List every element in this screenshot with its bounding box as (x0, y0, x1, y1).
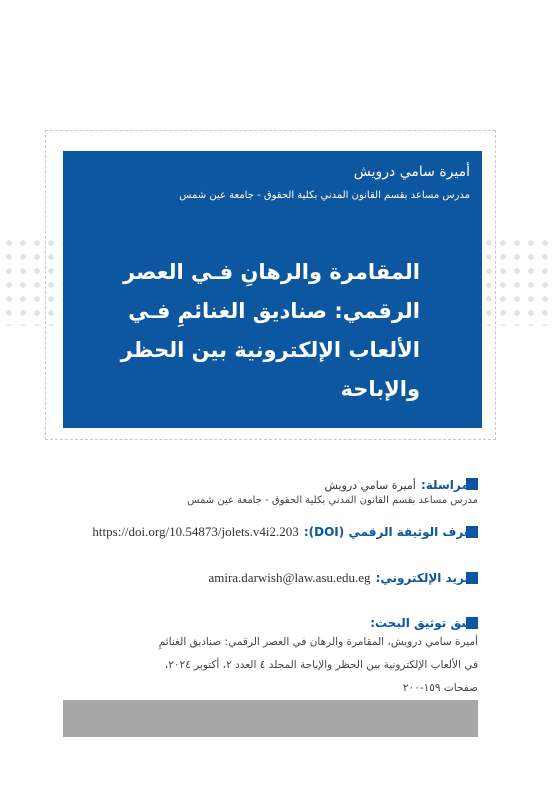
dot-pattern-right (482, 236, 554, 326)
correspondence-name: أميرة سامي درويش (324, 479, 416, 492)
email-label: البريد الإلكتروني: (375, 571, 478, 585)
correspondence-affiliation: مدرس مساعد بقسم القانون المدني بكلية الحقوق - جامعة عين شمس (187, 495, 478, 506)
citation-label: نسق توثيق البحث: (370, 616, 478, 630)
doi-label: معرف الوثيقة الرقمي (DOI): (303, 525, 478, 539)
doi-link[interactable]: https://doi.org/10.54873/jolets.v4i2.203 (92, 524, 299, 539)
email-row (208, 567, 478, 586)
author-affiliation: مدرس مساعد بقسم القانون المدني بكلية الحقوق - جامعة عين شمس (179, 190, 470, 201)
email-link[interactable]: amira.darwish@law.asu.edu.eg (208, 570, 371, 585)
author-name: أميرة سامي درويش (353, 164, 470, 180)
doi-row (92, 521, 478, 540)
citation-line-3: صفحات ١٥٩-٢٠٠ (402, 682, 478, 694)
correspondence-row (325, 474, 478, 493)
footer-bar (63, 700, 478, 737)
paper-title: المقامرة والرهانِ فـي العصر الرقمي: صناديق الغنائمِ فـي الألعاب الإلكترونية بين الحظر والإباحة (120, 260, 420, 401)
citation-line-2: في الألعاب الإلكترونية بين الحظر والإباحة المجلد ٤ العدد ٢، أكتوبر ٢٠٢٤، (164, 659, 478, 671)
correspondence-label: المراسلة: (420, 478, 478, 492)
title-box (63, 151, 482, 428)
citation-line-1: أميرة سامي درويش، المقامرة والرهان في العصر الرقمي: صناديق الغنائمِ (158, 636, 478, 648)
